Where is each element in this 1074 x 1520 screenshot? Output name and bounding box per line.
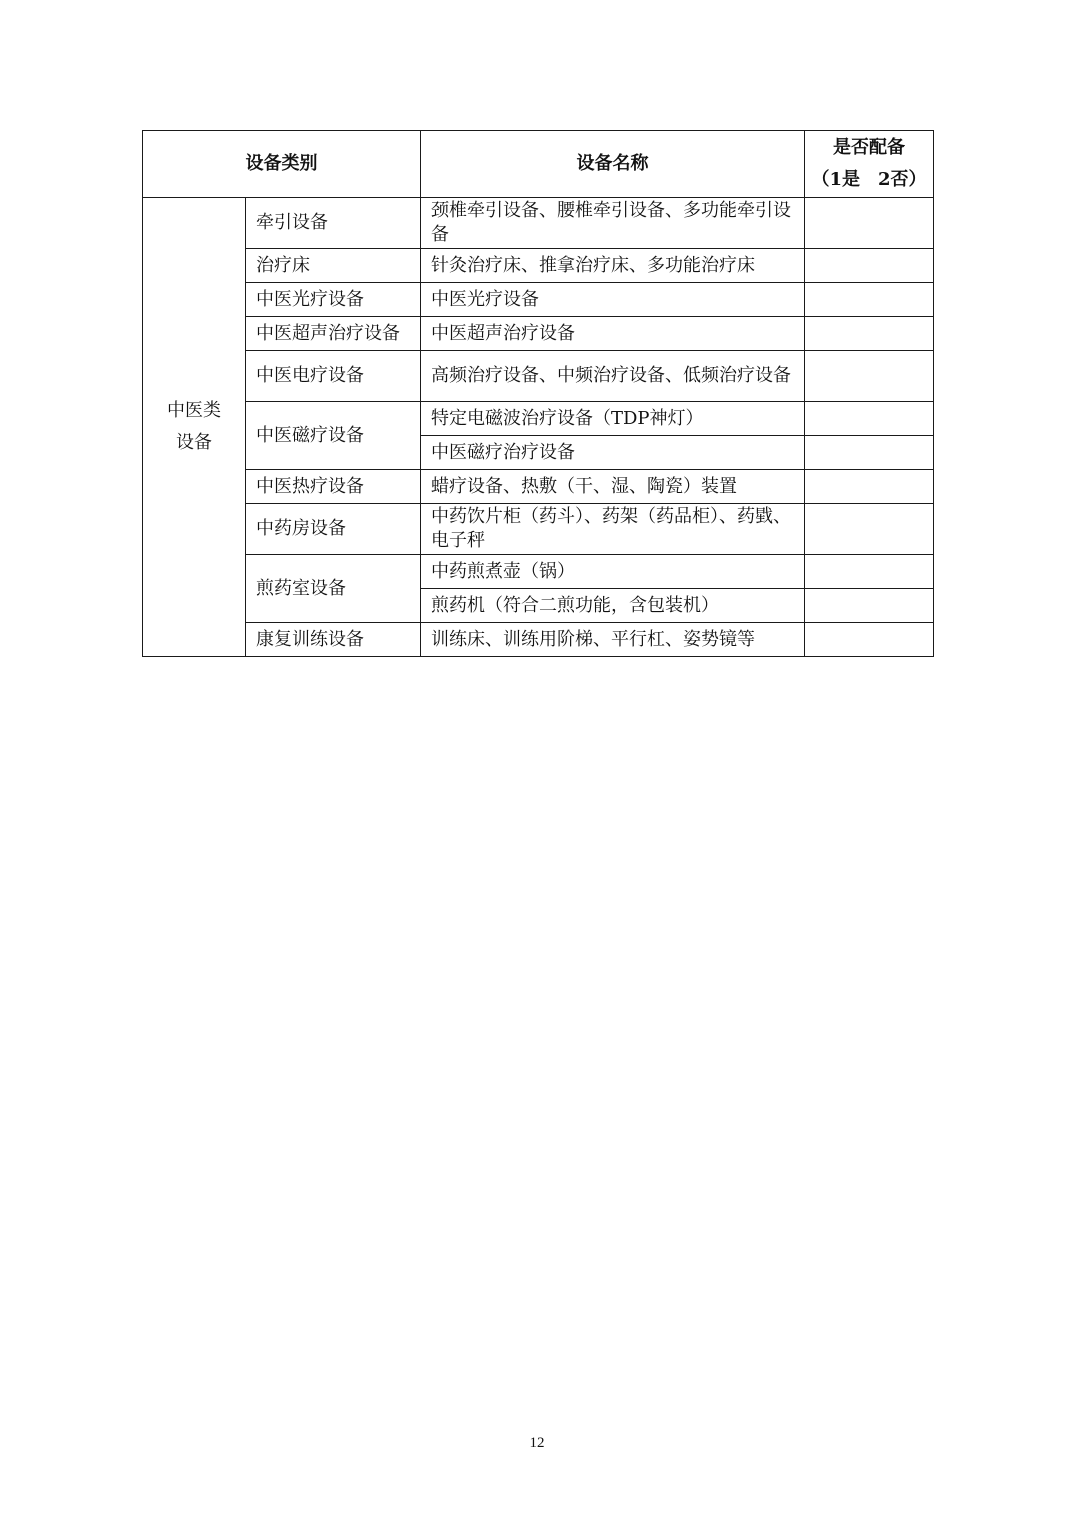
equipment-table <box>142 130 934 657</box>
equipment-names-cell: 针灸治疗床、推拿治疗床、多功能治疗床 <box>421 249 805 283</box>
header-equipped-title: 是否配备 <box>833 137 905 158</box>
table-row <box>143 351 934 402</box>
category-cell: 牵引设备 <box>246 198 421 249</box>
equipment-names-cell: 特定电磁波治疗设备（TDP神灯） <box>421 402 805 436</box>
equipped-cell[interactable] <box>805 283 934 317</box>
group-label-line2: 设备 <box>176 432 212 453</box>
group-label-line1: 中医类 <box>167 400 221 421</box>
table-row <box>143 470 934 504</box>
equipped-cell[interactable] <box>805 504 934 555</box>
equipment-names-cell: 中医磁疗治疗设备 <box>421 436 805 470</box>
header-equipped <box>805 131 934 198</box>
category-cell: 中医超声治疗设备 <box>246 317 421 351</box>
category-cell: 中医光疗设备 <box>246 283 421 317</box>
equipped-cell[interactable] <box>805 436 934 470</box>
category-cell: 煎药室设备 <box>246 555 421 623</box>
equipped-cell[interactable] <box>805 351 934 402</box>
equipped-cell[interactable] <box>805 589 934 623</box>
equipped-cell[interactable] <box>805 317 934 351</box>
header-category: 设备类别 <box>143 131 421 198</box>
table-row <box>143 504 934 555</box>
equipped-cell[interactable] <box>805 470 934 504</box>
table-row <box>143 402 934 436</box>
equipment-names-cell: 训练床、训练用阶梯、平行杠、姿势镜等 <box>421 623 805 657</box>
table-row <box>143 249 934 283</box>
equipment-names-cell: 中药饮片柜（药斗）、药架（药品柜）、药戥、电子秤 <box>421 504 805 555</box>
equipment-names-cell: 中医光疗设备 <box>421 283 805 317</box>
equipment-names-cell: 中医超声治疗设备 <box>421 317 805 351</box>
table-row <box>143 198 934 249</box>
category-cell: 中医磁疗设备 <box>246 402 421 470</box>
equipped-cell[interactable] <box>805 555 934 589</box>
category-cell: 治疗床 <box>246 249 421 283</box>
table-row <box>143 555 934 589</box>
page-number: 12 <box>529 1435 545 1451</box>
equipped-cell[interactable] <box>805 402 934 436</box>
table-header-row <box>143 131 934 198</box>
header-equipped-legend: （1是 2否） <box>811 169 927 190</box>
equipment-names-cell: 煎药机（符合二煎功能，含包装机） <box>421 589 805 623</box>
table-row <box>143 317 934 351</box>
category-cell: 康复训练设备 <box>246 623 421 657</box>
table-row <box>143 623 934 657</box>
group-cell <box>143 198 246 657</box>
category-cell: 中医电疗设备 <box>246 351 421 402</box>
equipment-names-cell: 高频治疗设备、中频治疗设备、低频治疗设备 <box>421 351 805 402</box>
equipped-cell[interactable] <box>805 249 934 283</box>
equipment-names-cell: 颈椎牵引设备、腰椎牵引设备、多功能牵引设备 <box>421 198 805 249</box>
equipment-names-cell: 中药煎煮壶（锅） <box>421 555 805 589</box>
category-cell: 中医热疗设备 <box>246 470 421 504</box>
header-equipment-name: 设备名称 <box>421 131 805 198</box>
category-cell: 中药房设备 <box>246 504 421 555</box>
equipped-cell[interactable] <box>805 198 934 249</box>
equipped-cell[interactable] <box>805 623 934 657</box>
table-row <box>143 283 934 317</box>
equipment-names-cell: 蜡疗设备、热敷（干、湿、陶瓷）装置 <box>421 470 805 504</box>
